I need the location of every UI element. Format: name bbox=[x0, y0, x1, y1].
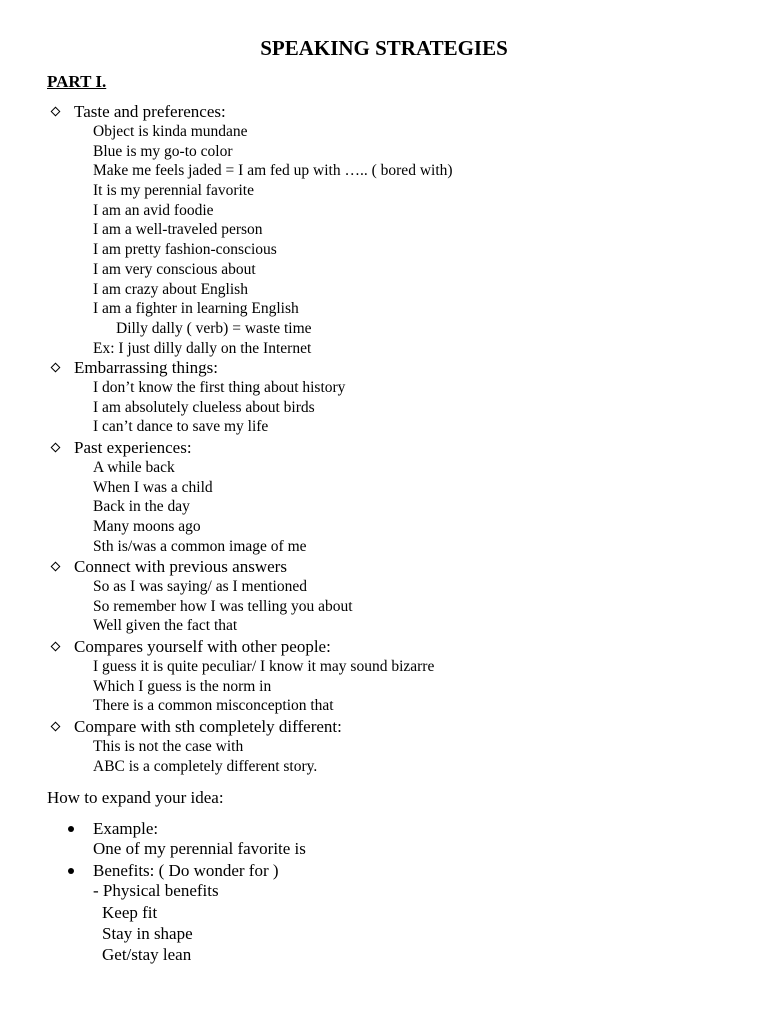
diamond-bullet-icon bbox=[51, 562, 61, 572]
list-item-indented: Dilly dally ( verb) = waste time bbox=[116, 319, 312, 337]
diamond-bullet-icon bbox=[51, 443, 61, 453]
section-past-experiences bbox=[48, 438, 748, 556]
diamond-bullet-icon bbox=[51, 722, 61, 732]
list-item: It is my perennial favorite bbox=[93, 182, 254, 200]
diamond-bullet-icon bbox=[51, 642, 61, 652]
list-item: This is not the case with bbox=[93, 738, 244, 755]
list-item: I am a fighter in learning English bbox=[93, 300, 299, 318]
physical-benefit-item: Keep fit bbox=[102, 903, 158, 922]
physical-benefits-label: - Physical benefits bbox=[93, 881, 219, 900]
physical-benefit-item: Get/stay lean bbox=[102, 945, 192, 964]
list-item: Which I guess is the norm in bbox=[93, 677, 272, 695]
section-taste-preferences bbox=[48, 102, 748, 358]
section-heading-text: Compare with sth completely different: bbox=[74, 717, 342, 736]
section-heading bbox=[48, 438, 748, 458]
section-embarrassing-things bbox=[48, 358, 748, 437]
physical-benefit-item: Stay in shape bbox=[102, 924, 193, 943]
section-connect-previous bbox=[48, 557, 748, 636]
list-item: A while back bbox=[93, 459, 175, 476]
list-item: I guess it is quite peculiar/ I know it may sound bizarre bbox=[93, 658, 435, 675]
diamond-bullet-icon bbox=[51, 107, 61, 117]
section-compare-people bbox=[48, 637, 748, 716]
section-heading-text: Taste and preferences: bbox=[74, 102, 226, 121]
list-item: I don’t know the first thing about history bbox=[93, 379, 346, 396]
list-item: Make me feels jaded = I am fed up with ….. ( bored with) bbox=[93, 162, 453, 180]
list-item: Back in the day bbox=[93, 498, 190, 516]
example-label: Example: bbox=[93, 819, 159, 838]
bullet-dot-icon bbox=[68, 868, 74, 874]
list-item: I am absolutely clueless about birds bbox=[93, 398, 315, 416]
list-item: I can’t dance to save my life bbox=[93, 418, 269, 436]
list-item: So as I was saying/ as I mentioned bbox=[93, 578, 307, 595]
list-item: I am an avid foodie bbox=[93, 201, 214, 219]
document-title: SPEAKING STRATEGIES bbox=[260, 36, 508, 60]
list-item: Well given the fact that bbox=[93, 617, 238, 635]
list-item: I am very conscious about bbox=[93, 260, 256, 278]
section-heading bbox=[48, 102, 748, 122]
part-heading: PART I. bbox=[47, 72, 107, 91]
example-line: One of my perennial favorite is bbox=[93, 839, 306, 858]
expand-heading: How to expand your idea: bbox=[47, 788, 224, 807]
list-item: So remember how I was telling you about bbox=[93, 597, 353, 615]
bullet-dot-icon bbox=[68, 826, 74, 832]
list-item: Sth is/was a common image of me bbox=[93, 537, 307, 555]
section-heading bbox=[48, 557, 748, 577]
section-heading-text: Past experiences: bbox=[74, 438, 192, 457]
list-item: Many moons ago bbox=[93, 518, 201, 536]
section-heading bbox=[48, 637, 748, 657]
section-heading bbox=[48, 717, 748, 737]
list-item: Object is kinda mundane bbox=[93, 123, 248, 140]
benefits-label: Benefits: ( Do wonder for ) bbox=[93, 861, 279, 880]
list-item: I am a well-traveled person bbox=[93, 221, 263, 239]
section-heading-text: Embarrassing things: bbox=[74, 358, 219, 377]
section-heading-text: Connect with previous answers bbox=[74, 557, 287, 576]
list-item: Blue is my go-to color bbox=[93, 142, 233, 160]
list-item: Ex: I just dilly dally on the Internet bbox=[93, 339, 312, 357]
list-item: There is a common misconception that bbox=[93, 697, 334, 715]
section-heading bbox=[48, 358, 748, 378]
section-heading-text: Compares yourself with other people: bbox=[74, 637, 331, 656]
list-item: I am pretty fashion-conscious bbox=[93, 241, 277, 259]
section-compare-different bbox=[48, 717, 748, 776]
diamond-bullet-icon bbox=[51, 363, 61, 373]
list-item: I am crazy about English bbox=[93, 280, 248, 298]
list-item: ABC is a completely different story. bbox=[93, 757, 318, 775]
list-item: When I was a child bbox=[93, 478, 213, 496]
